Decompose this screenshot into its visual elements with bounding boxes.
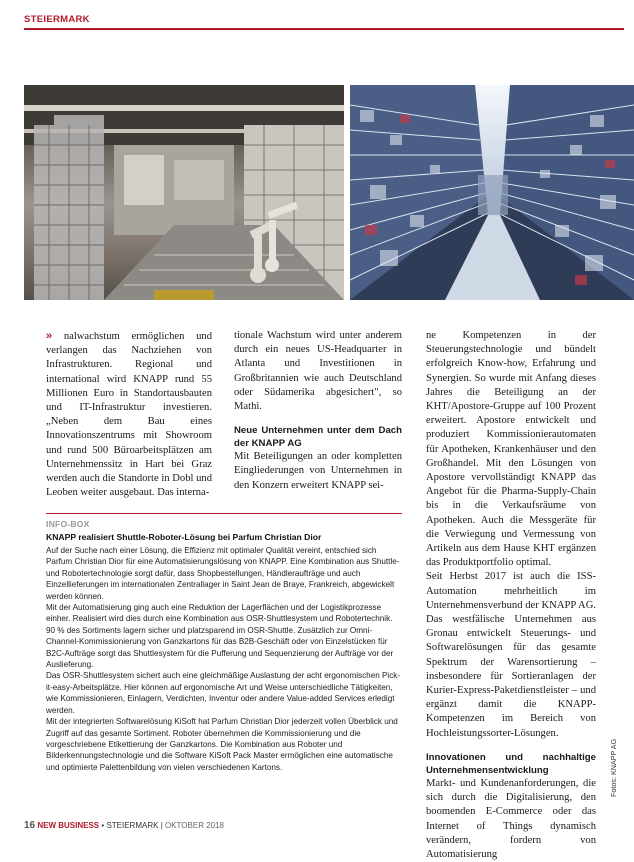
footer-bullet: • bbox=[101, 821, 105, 830]
article-column-1 bbox=[46, 329, 212, 500]
section-label: STEIERMARK bbox=[24, 14, 90, 25]
infobox-paragraph: Mit der integrierten Softwarelösung KiSoft hat Parfum Christian Dior jederzeit vollen Überblick und Zugriff auf das gesamte Sortiment. Roboter übernehmen die Kommissionierung und die vorgeschriebene Etikettierung der Ganzkartons. Die Kombination aus Roboter und Bilderkennungstechnologie und die Software KiSoft Pack Master ermöglichen eine automatische und optimierte Palettenbildung von vielen verschiedenen Kartons. bbox=[46, 717, 398, 772]
col2-paragraph-1: tionale Wachstum wird unter anderem durch ein neues US-Headquarter in Atlanta und Investitionen in Großbritannien wie auch Deutschland oder Südamerika abgesichert", so Mathi. bbox=[234, 330, 402, 413]
photo-credit: Fotos: KNAPP AG bbox=[609, 738, 618, 797]
article-column-2 bbox=[234, 329, 402, 493]
col1-text: nalwachstum ermöglichen und verlangen das Nachziehen von Infrastrukturen. Regional und international wird KNAPP rund 55 Millionen Euro in Standortausbauten und IT-Infrastruktur investieren. „Neben dem Bau eines Innovationszentrums mit Showroom und rund 500 Büroarbeitsplätzen am Unternehmenssitz in Hart bei Graz werden auch die Standorte in Dobl und Leoben weiter ausgebaut. Das interna- bbox=[46, 331, 212, 499]
infobox-paragraph: Auf der Suche nach einer Lösung, die Effizienz mit optimaler Qualität vereint, entschied sich Parfum Christian Dior für eine Automatisierungslösung von KNAPP. Eine Kombination aus Shuttle- und Robotertechnologie sorgt dafür, dass Shopbestellungen, Händleraufträge und auch Einzellieferungen im internationalen Zentrallager in Saint Jean de Braye, Frankreich, abgewickelt werden können. bbox=[46, 546, 400, 601]
footer-region: STEIERMARK bbox=[106, 821, 159, 830]
pharmacy-shelf-photo bbox=[350, 85, 634, 300]
col3-subheading: Innovationen und nachhaltige Unternehmensentwicklung bbox=[426, 751, 596, 776]
article-column-3 bbox=[426, 329, 596, 862]
infobox-paragraph: Mit der Automatisierung ging auch eine Reduktion der Lagerflächen und der Logistikprozesse einher. Realisiert wird dies durch eine Kombination aus OSR-Shuttlesystem und Robotertechnik. 90 % des Sortiments lagern sicher und platzsparend im OSR-Shuttle. Zusätzlich zur Omni-Channel-Kommissionierung von Ganzkartons für das B2B-Geschäft oder von Einzelstücken für B2C-Aufträge sorgt das Shuttlesystem für die Pufferung und Sequenzierung der Aufträge vor der Auslieferung. bbox=[46, 603, 394, 670]
infobox-title: KNAPP realisiert Shuttle-Roboter-Lösung bei Parfum Christian Dior bbox=[46, 532, 322, 542]
page-footer bbox=[24, 820, 224, 831]
infobox-rule bbox=[46, 513, 402, 514]
footer-separator: | bbox=[160, 821, 163, 830]
page-number: 16 bbox=[24, 820, 36, 831]
warehouse-robot-photo bbox=[24, 85, 344, 300]
magazine-name: NEW BUSINESS bbox=[37, 821, 100, 830]
continuation-arrow: » bbox=[46, 330, 53, 342]
infobox-body bbox=[46, 545, 402, 773]
col2-subheading: Neue Unternehmen unter dem Dach der KNAPP AG bbox=[234, 425, 402, 450]
infobox-paragraph: Das OSR-Shuttlesystem sichert auch eine gleichmäßige Auslastung der acht ergonomischen Pick-it-easy-Arbeitsplätze. Hier können auf ergonomische Art und Weise unterschiedliche Tätigkeiten, wie Kommissionieren, Einlagern, Verdichten, Inventur oder andere Value-added Services erledigt werden. bbox=[46, 671, 401, 715]
issue-date: OKTOBER 2018 bbox=[165, 821, 224, 830]
col2-paragraph-2: Mit Beteiligungen an oder kompletten Eingliederungen von Unternehmen in den Konzern erweitert KNAPP sei- bbox=[234, 451, 402, 491]
section-rule bbox=[24, 28, 624, 30]
infobox-label: INFO-BOX bbox=[46, 519, 90, 529]
col3-paragraph-2: Seit Herbst 2017 ist auch die ISS-Automation mehrheitlich im Unternehmensverbund der KNAPP AG. Das westfälische Unternehmen aus Gronau entwickelt Steuerungs- und Softwarelösungen für das gesamte Spektrum der Warensortierung – insbesondere für Sortieranlagen der Kurier-Express-Paketdienstleister – und ergänzt damit die KNAPP-Kompetenzen im Bereich von Hochleistungssorter-Lösungen. bbox=[426, 571, 596, 739]
col3-paragraph-3: Markt- und Kundenanforderungen, die sich durch die Digitalisierung, den boomenden E-Commerce oder das Internet of Things dynamisch verändern, fordern von Automatisierung bbox=[426, 777, 596, 860]
col3-paragraph-1: ne Kompetenzen in der Steuerungstechnologie und bündelt erfolgreich Know-how, Erfahrung und Synergien. So wurde mit Anfang dieses Jahres die Beteiligung an der KHT/Apostore-Gruppe auf 100 Prozent erweitert. Apostore entwickelt und produziert Kommissionierautomaten für Apotheken, Krankenhäuser und den Großhandel. Mit den Lösungen von Apostore vervollständigt KNAPP das Angebot für die Pharma-Supply-Chain bis in die Verkaufsräume von Apotheken. Auch die Messgeräte für die Verwiegung und Vermessung von Artikeln aus dem Hause KHT ergänzen das Produktportfolio optimal. bbox=[426, 330, 596, 569]
